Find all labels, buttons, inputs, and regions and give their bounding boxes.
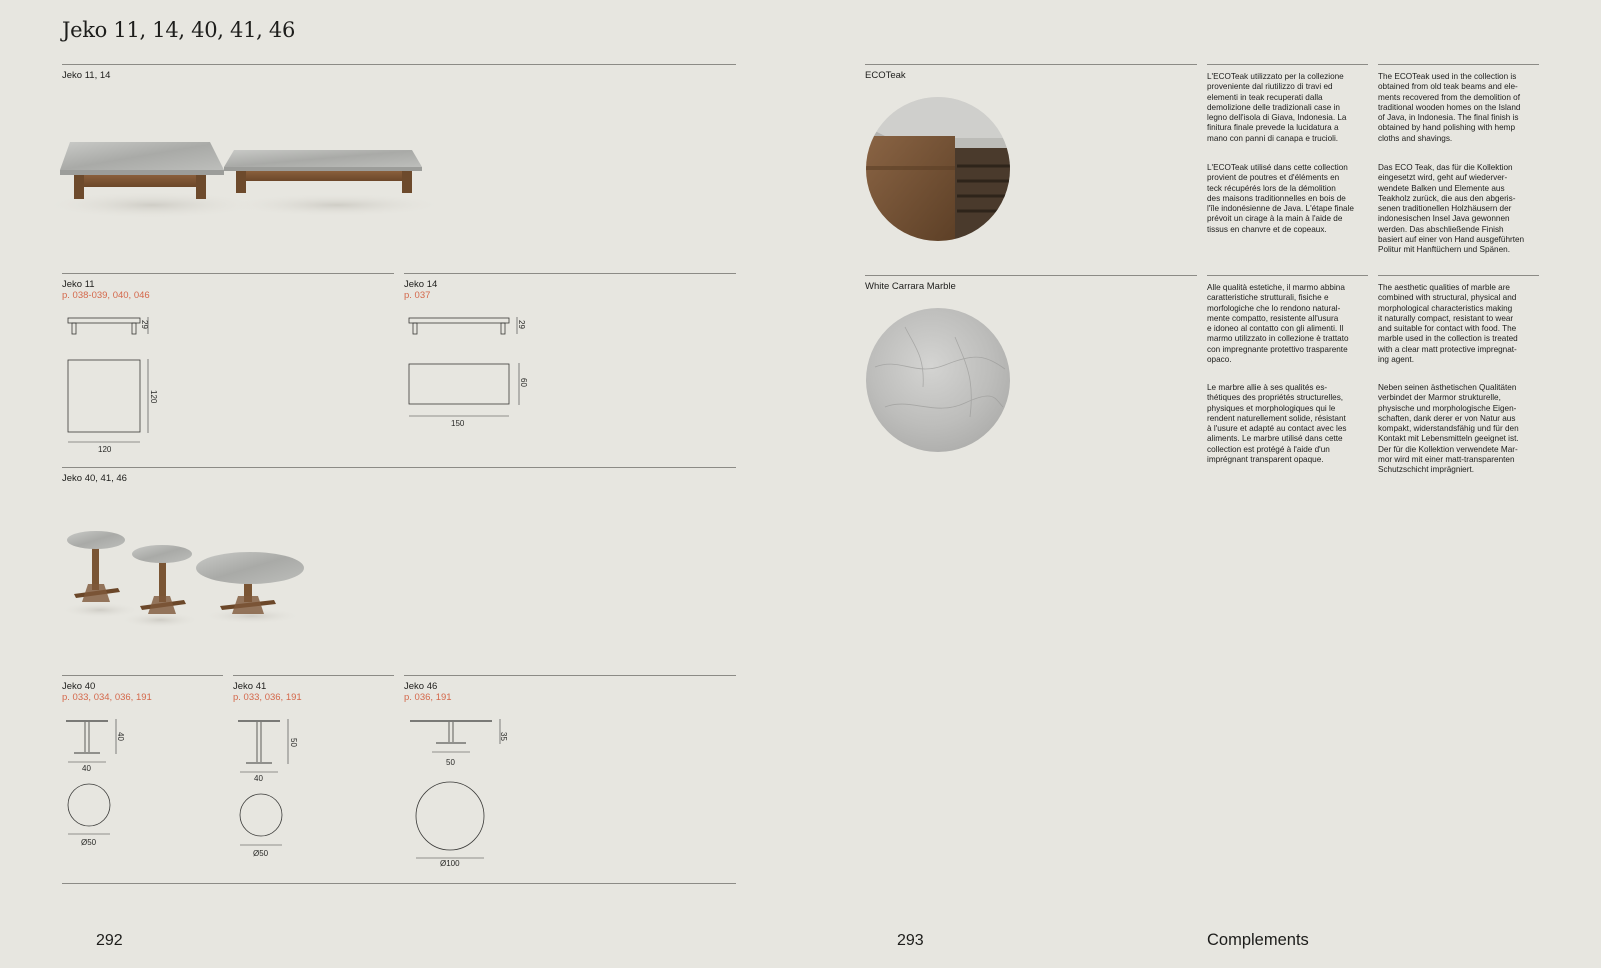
dimension-diameter: Ø50	[253, 849, 269, 858]
product-name-jeko-41: Jeko 41	[233, 681, 267, 692]
dimension-width: 120	[98, 445, 112, 454]
divider	[404, 273, 736, 274]
divider	[62, 883, 736, 884]
section-title: Complements	[1207, 931, 1309, 949]
divider	[62, 273, 394, 274]
product-name-jeko-40: Jeko 40	[62, 681, 96, 692]
dimension-diameter: Ø100	[440, 859, 460, 868]
page-reference-link[interactable]: p. 036, 191	[404, 692, 452, 703]
dimension-depth: 120	[149, 390, 158, 404]
page-number: 293	[897, 932, 924, 949]
page-title: Jeko 11, 14, 40, 41, 46	[62, 18, 296, 42]
page-number: 292	[96, 932, 123, 949]
divider	[865, 275, 1197, 276]
ecoteak-text-fr: L'ECOTeak utilisé dans cette collection provient de poutres et d'éléments en teck récupérés lors de la démolition des maisons traditionnelles en bois de l'île indonésienne de Java. L'étape finale prévoit un cirage à la main à l'aide de tissus en chanvre et de copeaux.	[1207, 163, 1354, 234]
jeko-40-top-drawing	[66, 782, 114, 838]
jeko-41-top-drawing	[238, 793, 286, 849]
jeko-46-side-drawing	[408, 718, 508, 764]
divider	[1378, 275, 1539, 276]
divider	[1207, 275, 1368, 276]
page-reference-link[interactable]: p. 033, 034, 036, 191	[62, 692, 152, 703]
divider	[233, 675, 394, 676]
page-reference-link[interactable]: p. 033, 036, 191	[233, 692, 302, 703]
ecoteak-swatch	[865, 96, 1011, 242]
page-reference-link[interactable]: p. 037	[404, 290, 431, 301]
ecoteak-text-de: Das ECO Teak, das für die Kollektion eingesetzt wird, geht auf wiederver- wendete Balken und Elemente aus Teakholz zurück, die aus den abgeris- senen traditionellen Holzhäusern der indonesischen Insel Java gewonnen werden. Das abschließende Finish basiert auf einer von Hand ausgeführten Politur mit Hanftüchern und Spänen.	[1378, 163, 1525, 255]
ecoteak-text-it: L'ECOTeak utilizzato per la collezione proveniente dal riutilizzo di travi ed elementi in teak recuperati dalla demolizione delle tradizionali case in legno dell'isola di Giava, Indonesia. La finitura finale prevede la lucidatura a mano con panni di canapa e trucioli.	[1207, 72, 1347, 143]
marble-text-en: The aesthetic qualities of marble are combined with structural, physical and morphological characteristics making it naturally compact, resistant to wear and suitable for contact with food. The marble used in the collection is treated with a clear matt protective impregnat- ing agent.	[1378, 283, 1518, 365]
dimension-top-width: 40	[254, 774, 263, 783]
divider	[62, 64, 736, 65]
jeko-11-top-drawing	[66, 358, 156, 446]
jeko-41-side-drawing	[236, 718, 300, 778]
jeko-11-14-photo	[52, 120, 442, 230]
marble-text-fr: Le marbre allie à ses qualités es- thétiques des propriétés structurelles, physiques et morphologiques qui le rendent naturellement solide, résistant à l'usure et adapté au contact avec les aliments. Le marbre utilisé dans cette collection est protégé à l'aide d'un imprégnant transparent opaque.	[1207, 383, 1347, 465]
marble-text-de: Neben seinen ästhetischen Qualitäten verbindet der Marmor strukturelle, physische und morphologische Eigen- schaften, dank derer er von Natur aus kompakt, widerstandsfähig und für den Kontakt mit Lebensmitteln geeignet ist. Der für die Kollektion verwendete Mar- mor wird mit einer matt-transparenten Schutzschicht imprägniert.	[1378, 383, 1519, 475]
dimension-width: 150	[451, 419, 465, 428]
divider	[62, 467, 736, 468]
material-label-marble: White Carrara Marble	[865, 281, 956, 292]
divider	[62, 675, 223, 676]
dimension-height: 50	[289, 738, 298, 747]
product-name-jeko-46: Jeko 46	[404, 681, 438, 692]
jeko-40-side-drawing	[64, 718, 124, 768]
divider	[1207, 64, 1368, 65]
marble-text-it: Alle qualità estetiche, il marmo abbina caratteristiche strutturali, fisiche e morfologiche che lo rendono natural- mente compatto, resistente all'usura e idoneo al contatto con gli alimenti. Il marmo utilizzato in collezione è trattato con impregnante protettivo trasparente opaco.	[1207, 283, 1349, 365]
material-label-ecoteak: ECOTeak	[865, 70, 906, 81]
product-name-jeko-14: Jeko 14	[404, 279, 438, 290]
divider	[865, 64, 1197, 65]
dimension-height: 29	[140, 320, 149, 329]
dimension-depth: 60	[519, 378, 528, 387]
group-label: Jeko 40, 41, 46	[62, 473, 127, 484]
product-name-jeko-11: Jeko 11	[62, 279, 95, 290]
group-label: Jeko 11, 14	[62, 70, 111, 81]
dimension-diameter: Ø50	[81, 838, 97, 847]
jeko-14-top-drawing	[407, 362, 537, 420]
dimension-height: 40	[116, 732, 125, 741]
dimension-height: 29	[517, 320, 526, 329]
ecoteak-text-en: The ECOTeak used in the collection is obtained from old teak beams and ele- ments recovered from the demolition of traditional wooden homes on the Island of Java, in Indonesia. The final finish is obtained by hand polishing with hemp cloths and shavings.	[1378, 72, 1521, 143]
jeko-40-41-46-photo	[60, 528, 320, 630]
divider	[1378, 64, 1539, 65]
dimension-top-width: 50	[446, 758, 455, 767]
marble-swatch	[865, 307, 1011, 453]
jeko-14-side-drawing	[407, 316, 527, 338]
jeko-46-top-drawing	[414, 780, 490, 862]
dimension-top-width: 40	[82, 764, 91, 773]
dimension-height: 35	[499, 732, 508, 741]
page-reference-link[interactable]: p. 038-039, 040, 046	[62, 290, 150, 301]
divider	[404, 675, 736, 676]
